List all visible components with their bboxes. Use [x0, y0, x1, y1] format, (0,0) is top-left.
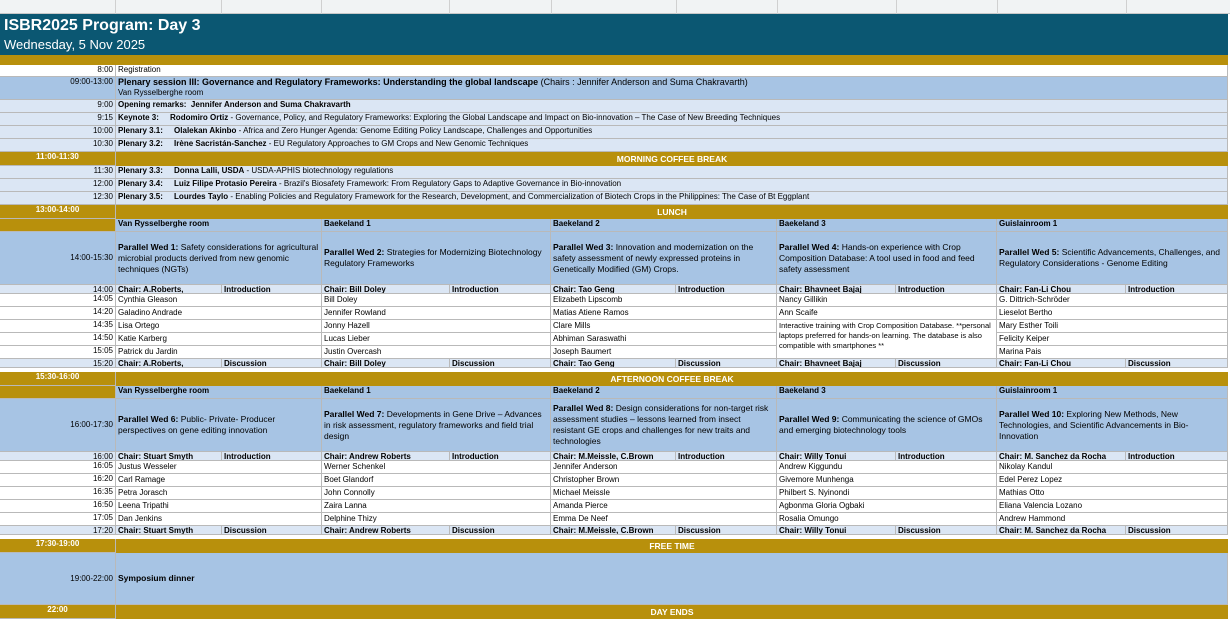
speaker-name: Cynthia Gleason: [116, 294, 322, 307]
session-title: Public- Private- Producer perspectives on gene editing innovation: [118, 414, 276, 435]
plenary-label: Plenary 3.5:: [118, 192, 163, 201]
plenary-content: [116, 139, 1228, 152]
band-label: LUNCH: [116, 205, 1228, 219]
parallel-session: [551, 399, 777, 452]
chair-row: [0, 452, 1228, 461]
speaker-name: Petra Jorasch: [116, 487, 322, 500]
speaker-name: Katie Karberg: [116, 333, 322, 346]
chair-name: Chair: Tao Geng: [551, 285, 676, 294]
chair-name: Chair: Bhavneet Bajaj: [777, 285, 896, 294]
parallel-session: [116, 399, 322, 452]
time-cell: 14:00: [0, 285, 116, 294]
parallel-session: [777, 399, 997, 452]
time-cell: 16:00: [0, 452, 116, 461]
room-header: Van Rysselberghe room: [116, 386, 322, 399]
chair-name: Chair: Tao Geng: [551, 359, 676, 368]
chair-name: Chair: Andrew Roberts: [322, 452, 450, 461]
parallel-session-text: [118, 242, 319, 275]
chair-name: Chair: Willy Tonui: [777, 452, 896, 461]
band-coffee2: [0, 372, 1228, 386]
plenary-speaker: Luiz Filipe Protasio Pereira: [174, 179, 277, 188]
session-title: Strategies for Modernizing Biotechnology Regulatory Frameworks: [324, 247, 542, 268]
time-cell: 19:00-22:00: [0, 553, 116, 605]
speaker-name: Nancy Gillikin: [777, 294, 997, 307]
speaker-name: Marina Pais: [997, 346, 1228, 359]
speaker-name: Emma De Neef: [551, 513, 777, 526]
room-header: Baekeland 3: [777, 219, 997, 232]
chair-name: Chair: M.Meissle, C.Brown: [551, 526, 676, 535]
time-cell: [0, 386, 116, 399]
time-cell: 9:00: [0, 100, 116, 113]
speaker-name: Ann Scaife: [777, 307, 997, 320]
speaker-row: [0, 294, 1228, 307]
plenary-session-cell: [116, 77, 1228, 100]
band-label: FREE TIME: [116, 539, 1228, 553]
speaker-name: Jennifer Anderson: [551, 461, 777, 474]
parallel-session-text: [118, 414, 319, 436]
speaker-row: [0, 474, 1228, 487]
time-cell: 12:00: [0, 179, 116, 192]
chair-role: Discussion: [450, 526, 551, 535]
speaker-row: [0, 346, 1228, 359]
chair-name: Chair: Fan-Li Chou: [997, 285, 1126, 294]
plenary-row-p34: [0, 179, 1228, 192]
time-cell: 11:00-11:30: [0, 152, 116, 166]
room-header: Van Rysselberghe room: [116, 219, 322, 232]
plenary-title: - Governance, Policy, and Regulatory Frameworks: Exploring the Global Landscape and Impact on Bio-innovation – The Case of New Breeding Techniques: [228, 113, 781, 122]
speaker-name: Zaira Lanna: [322, 500, 551, 513]
chair-role: Discussion: [222, 359, 322, 368]
chair-role: Introduction: [450, 285, 551, 294]
room-header: Guislainroom 1: [997, 219, 1228, 232]
speaker-name: Jennifer Rowland: [322, 307, 551, 320]
plenary-title: - Africa and Zero Hunger Agenda: Genome Editing Policy Landscape, Challenges and Opportunities: [236, 126, 593, 135]
time-cell: 10:30: [0, 139, 116, 152]
program-title: ISBR2025 Program: Day 3: [4, 17, 201, 34]
plenary-label: Plenary 3.2:: [118, 139, 163, 148]
speaker-name: Andrew Hammond: [997, 513, 1228, 526]
plenary-content: [116, 126, 1228, 139]
room-header-row: [0, 386, 1228, 399]
time-cell: 15:30-16:00: [0, 372, 116, 386]
speaker-name: Agbonma Gloria Ogbaki: [777, 500, 997, 513]
speaker-name: Edel Perez Lopez: [997, 474, 1228, 487]
speaker-name: Bill Doley: [322, 294, 551, 307]
band-label: AFTERNOON COFFEE BREAK: [116, 372, 1228, 386]
program-date: Wednesday, 5 Nov 2025: [4, 37, 146, 52]
speaker-name: Nikolay Kandul: [997, 461, 1228, 474]
chair-role: Discussion: [1126, 359, 1228, 368]
speaker-name: Jonny Hazell: [322, 320, 551, 333]
chair-role: Discussion: [222, 526, 322, 535]
plenary-content: [116, 179, 1228, 192]
parallel-session: [322, 399, 551, 452]
chair-role: Introduction: [676, 452, 777, 461]
chair-role: Introduction: [1126, 452, 1228, 461]
speaker-name: Delphine Thizy: [322, 513, 551, 526]
speaker-name: Patrick du Jardin: [116, 346, 322, 359]
chair-role: Discussion: [450, 359, 551, 368]
band-coffee1: [0, 152, 1228, 166]
plenary-label: Plenary 3.3:: [118, 166, 163, 175]
parallel-session: [322, 232, 551, 285]
room-header: Baekeland 3: [777, 386, 997, 399]
speaker-name: Justin Overcash: [322, 346, 551, 359]
plenary-title: - Brazil's Biosafety Framework: From Regulatory Gaps to Adaptive Governance in Bio-innovation: [276, 179, 622, 188]
room-header: Baekeland 2: [551, 219, 777, 232]
chair-role: Introduction: [896, 452, 997, 461]
parallel-session-text: [779, 242, 994, 275]
parallel-session-text: [999, 247, 1225, 269]
band-lunch: [0, 205, 1228, 219]
parallel-session: [997, 399, 1228, 452]
parallel-session-row: [0, 399, 1228, 452]
speaker-name: Abhiman Saraswathi: [551, 333, 777, 346]
speaker-row: [0, 500, 1228, 513]
plenary-title: - USDA-APHIS biotechnology regulations: [244, 166, 394, 175]
plenary-content: [116, 166, 1228, 179]
chair-name: Chair: Bill Doley: [322, 285, 450, 294]
speaker-name: Christopher Brown: [551, 474, 777, 487]
time-cell: 12:30: [0, 192, 116, 205]
plenary-chairs: (Chairs : Jennifer Anderson and Suma Chakravarth): [538, 77, 748, 87]
plenary-speaker: Irène Sacristán-Sanchez: [174, 139, 267, 148]
chair-role: Introduction: [450, 452, 551, 461]
time-cell: 14:00-15:30: [0, 232, 116, 285]
time-cell: 15:05: [0, 346, 116, 359]
speaker-name: Mathias Otto: [997, 487, 1228, 500]
chair-name: Chair: A.Roberts,: [116, 285, 222, 294]
chair-name: Chair: M. Sanchez da Rocha: [997, 452, 1126, 461]
chair-role: Introduction: [222, 452, 322, 461]
parallel-session-text: [553, 403, 774, 447]
parallel-session: [551, 232, 777, 285]
band-label: MORNING COFFEE BREAK: [116, 152, 1228, 166]
parallel-session-text: [999, 409, 1225, 442]
time-cell: 09:00-13:00: [0, 77, 116, 100]
session-label: Parallel Wed 10:: [999, 408, 1065, 419]
plenary-row-p31: [0, 126, 1228, 139]
session-title: Exploring New Methods, New Technologies, and Scientific Advancements in Bio-Innovation: [999, 408, 1189, 441]
chair-row: [0, 526, 1228, 535]
session-label: Parallel Wed 3:: [553, 241, 614, 252]
time-cell: 14:05: [0, 294, 116, 307]
speaker-name: Lisa Ortego: [116, 320, 322, 333]
speaker-name: Eliana Valencia Lozano: [997, 500, 1228, 513]
session-title: Scientific Advancements, Challenges, and Regulatory Considerations - Genome Editing: [999, 247, 1220, 268]
speaker-name: Boet Glandorf: [322, 474, 551, 487]
symposium-dinner: Symposium dinner: [116, 553, 1228, 605]
band-free: [0, 539, 1228, 553]
chair-role: Discussion: [676, 526, 777, 535]
session-title: Developments in Gene Drive – Advances in risk assessment, regulatory frameworks and field trial design: [324, 408, 542, 441]
column-header-strip: [0, 0, 1230, 14]
speaker-name: Lieselot Bertho: [997, 307, 1228, 320]
chair-role: Discussion: [1126, 526, 1228, 535]
plenary-row-keynote: [0, 113, 1228, 126]
session-title: Design considerations for non-target risk assessment studies – lessons learned from insect resistant GE crops and challenges for new traits and technologies: [553, 403, 769, 446]
band-label: DAY ENDS: [116, 605, 1228, 619]
speaker-name: Givemore Munhenga: [777, 474, 997, 487]
plenary-content: [116, 192, 1228, 205]
time-cell: 22:00: [0, 605, 116, 619]
chair-name: Chair: Stuart Smyth: [116, 452, 222, 461]
parallel-session-text: [324, 247, 548, 269]
chair-role: Introduction: [1126, 285, 1228, 294]
opening-label: Opening remarks:: [118, 100, 187, 109]
session-title: Innovation and modernization on the safety assessment of newly expressed proteins in Genetically Modified (GM) Crops.: [553, 241, 754, 274]
speaker-name: Amanda Pierce: [551, 500, 777, 513]
room-header: Baekeland 2: [551, 386, 777, 399]
chair-name: Chair: Fan-Li Chou: [997, 359, 1126, 368]
time-cell: 14:35: [0, 320, 116, 333]
chair-name: Chair: M.Meissle, C.Brown: [551, 452, 676, 461]
speaker-name: John Connolly: [322, 487, 551, 500]
chair-role: Introduction: [222, 285, 322, 294]
time-cell: 16:50: [0, 500, 116, 513]
parallel-session-text: [779, 414, 994, 436]
time-cell: 16:00-17:30: [0, 399, 116, 452]
room-header: Guislainroom 1: [997, 386, 1228, 399]
plenary-title: - Enabling Policies and Regulatory Framework for the Research, Development, and Commercialization of Biotech Crops in the Philippines: The Case of Bt Eggplant: [228, 192, 810, 201]
plenary-session-row: [0, 77, 1228, 100]
session-title: Communicating the science of GMOs and emerging biotechnology tools: [779, 414, 983, 435]
room-header-row: [0, 219, 1228, 232]
speaker-name: Carl Ramage: [116, 474, 322, 487]
speaker-name: Werner Schenkel: [322, 461, 551, 474]
plenary-title: - EU Regulatory Approaches to GM Crops and New Genomic Techniques: [266, 139, 529, 148]
speaker-row: [0, 513, 1228, 526]
chair-name: Chair: A.Roberts,: [116, 359, 222, 368]
plenary-speaker: Donna Lalli, USDA: [174, 166, 245, 175]
time-cell: 16:35: [0, 487, 116, 500]
speaker-name: Lucas Lieber: [322, 333, 551, 346]
speaker-name: Felicity Keiper: [997, 333, 1228, 346]
registration-label: Registration: [116, 65, 1228, 77]
chair-name: Chair: Andrew Roberts: [322, 526, 450, 535]
plenary-session-title: Plenary session III: Governance and Regulatory Frameworks: Understanding the global landscape: [118, 77, 539, 87]
chair-name: Chair: Stuart Smyth: [116, 526, 222, 535]
plenary-content: [116, 113, 1228, 126]
session-label: Parallel Wed 2:: [324, 247, 385, 257]
chair-name: Chair: Willy Tonui: [777, 526, 896, 535]
opening-remarks: [116, 100, 1228, 113]
parallel-session: [116, 232, 322, 285]
band-end: [0, 605, 1228, 619]
training-note: Interactive training with Crop Composition Database. **personal laptops preferred for hands-on learning. The database is also compatible with smartphones **: [777, 320, 997, 359]
plenary-row-p33: [0, 166, 1228, 179]
room-header: Baekeland 1: [322, 386, 551, 399]
time-cell: 11:30: [0, 166, 116, 179]
parallel-session: [777, 232, 997, 285]
speaker-row: [0, 461, 1228, 474]
parallel-session-text: [553, 242, 774, 275]
speaker-row: [0, 307, 1228, 320]
time-cell: 13:00-14:00: [0, 205, 116, 219]
speaker-name: Leena Tripathi: [116, 500, 322, 513]
chair-name: Chair: M. Sanchez da Rocha: [997, 526, 1126, 535]
session-label: Parallel Wed 8:: [553, 403, 614, 413]
session-label: Parallel Wed 5:: [999, 247, 1060, 257]
plenary-row-p32: [0, 139, 1228, 152]
speaker-name: Rosalia Omungo: [777, 513, 997, 526]
session-label: Parallel Wed 9:: [779, 414, 840, 424]
speaker-row: [0, 333, 1228, 346]
program-header: [0, 14, 1228, 55]
speaker-name: Clare Mills: [551, 320, 777, 333]
parallel-session: [997, 232, 1228, 285]
time-cell: 16:05: [0, 461, 116, 474]
chair-row: [0, 285, 1228, 294]
speaker-name: Matias Atiene Ramos: [551, 307, 777, 320]
plenary-speaker: Lourdes Taylo: [174, 192, 229, 201]
time-cell: 14:50: [0, 333, 116, 346]
speaker-name: Dan Jenkins: [116, 513, 322, 526]
time-cell: 9:15: [0, 113, 116, 126]
plenary-speaker: Olalekan Akinbo: [174, 126, 237, 135]
time-cell: 15:20: [0, 359, 116, 368]
dinner-row: [0, 553, 1228, 605]
session-title: Safety considerations for agricultural microbial products derived from new genomic techniques (NGTs): [118, 241, 319, 274]
time-cell: [0, 219, 116, 232]
session-label: Parallel Wed 6:: [118, 414, 179, 424]
session-title: Hands-on experience with Crop Composition Database: A tool used in food and feed safety assessment: [779, 241, 975, 274]
plenary-label: Keynote 3:: [118, 113, 159, 122]
chair-role: Introduction: [896, 285, 997, 294]
time-cell: 17:20: [0, 526, 116, 535]
time-cell: 10:00: [0, 126, 116, 139]
speaker-row: [0, 487, 1228, 500]
chair-row: [0, 359, 1228, 368]
speaker-name: Andrew Kiggundu: [777, 461, 997, 474]
plenary-label: Plenary 3.4:: [118, 179, 163, 188]
session-label: Parallel Wed 1:: [118, 241, 179, 252]
chair-role: Introduction: [676, 285, 777, 294]
time-cell: 17:30-19:00: [0, 539, 116, 553]
plenary-row-p35: [0, 192, 1228, 205]
speaker-name: Mary Esther Toili: [997, 320, 1228, 333]
plenary-room: Van Rysselberghe room: [118, 87, 204, 97]
speaker-name: Philbert S. Nyinondi: [777, 487, 997, 500]
plenary-speaker: Rodomiro Ortiz: [170, 113, 229, 122]
chair-role: Discussion: [896, 526, 997, 535]
speaker-name: Justus Wesseler: [116, 461, 322, 474]
chair-role: Discussion: [896, 359, 997, 368]
speaker-name: Michael Meissle: [551, 487, 777, 500]
parallel-session-row: [0, 232, 1228, 285]
time-cell: 16:20: [0, 474, 116, 487]
speaker-name: G. Dittrich-Schröder: [997, 294, 1228, 307]
registration-row: [0, 65, 1228, 77]
time-cell: 17:05: [0, 513, 116, 526]
gold-divider: [0, 55, 1228, 65]
time-cell: 8:00: [0, 65, 116, 77]
opening-names: Jennifer Anderson and Suma Chakravarth: [190, 100, 351, 109]
speaker-name: Elizabeth Lipscomb: [551, 294, 777, 307]
speaker-name: Galadino Andrade: [116, 307, 322, 320]
speaker-name: Joseph Baumert: [551, 346, 777, 359]
session-label: Parallel Wed 4:: [779, 241, 840, 252]
parallel-session-text: [324, 409, 548, 442]
plenary-label: Plenary 3.1:: [118, 126, 163, 135]
chair-name: Chair: Bill Doley: [322, 359, 450, 368]
opening-row: [0, 100, 1228, 113]
session-label: Parallel Wed 7:: [324, 408, 385, 419]
chair-role: Discussion: [676, 359, 777, 368]
room-header: Baekeland 1: [322, 219, 551, 232]
chair-name: Chair: Bhavneet Bajaj: [777, 359, 896, 368]
time-cell: 14:20: [0, 307, 116, 320]
